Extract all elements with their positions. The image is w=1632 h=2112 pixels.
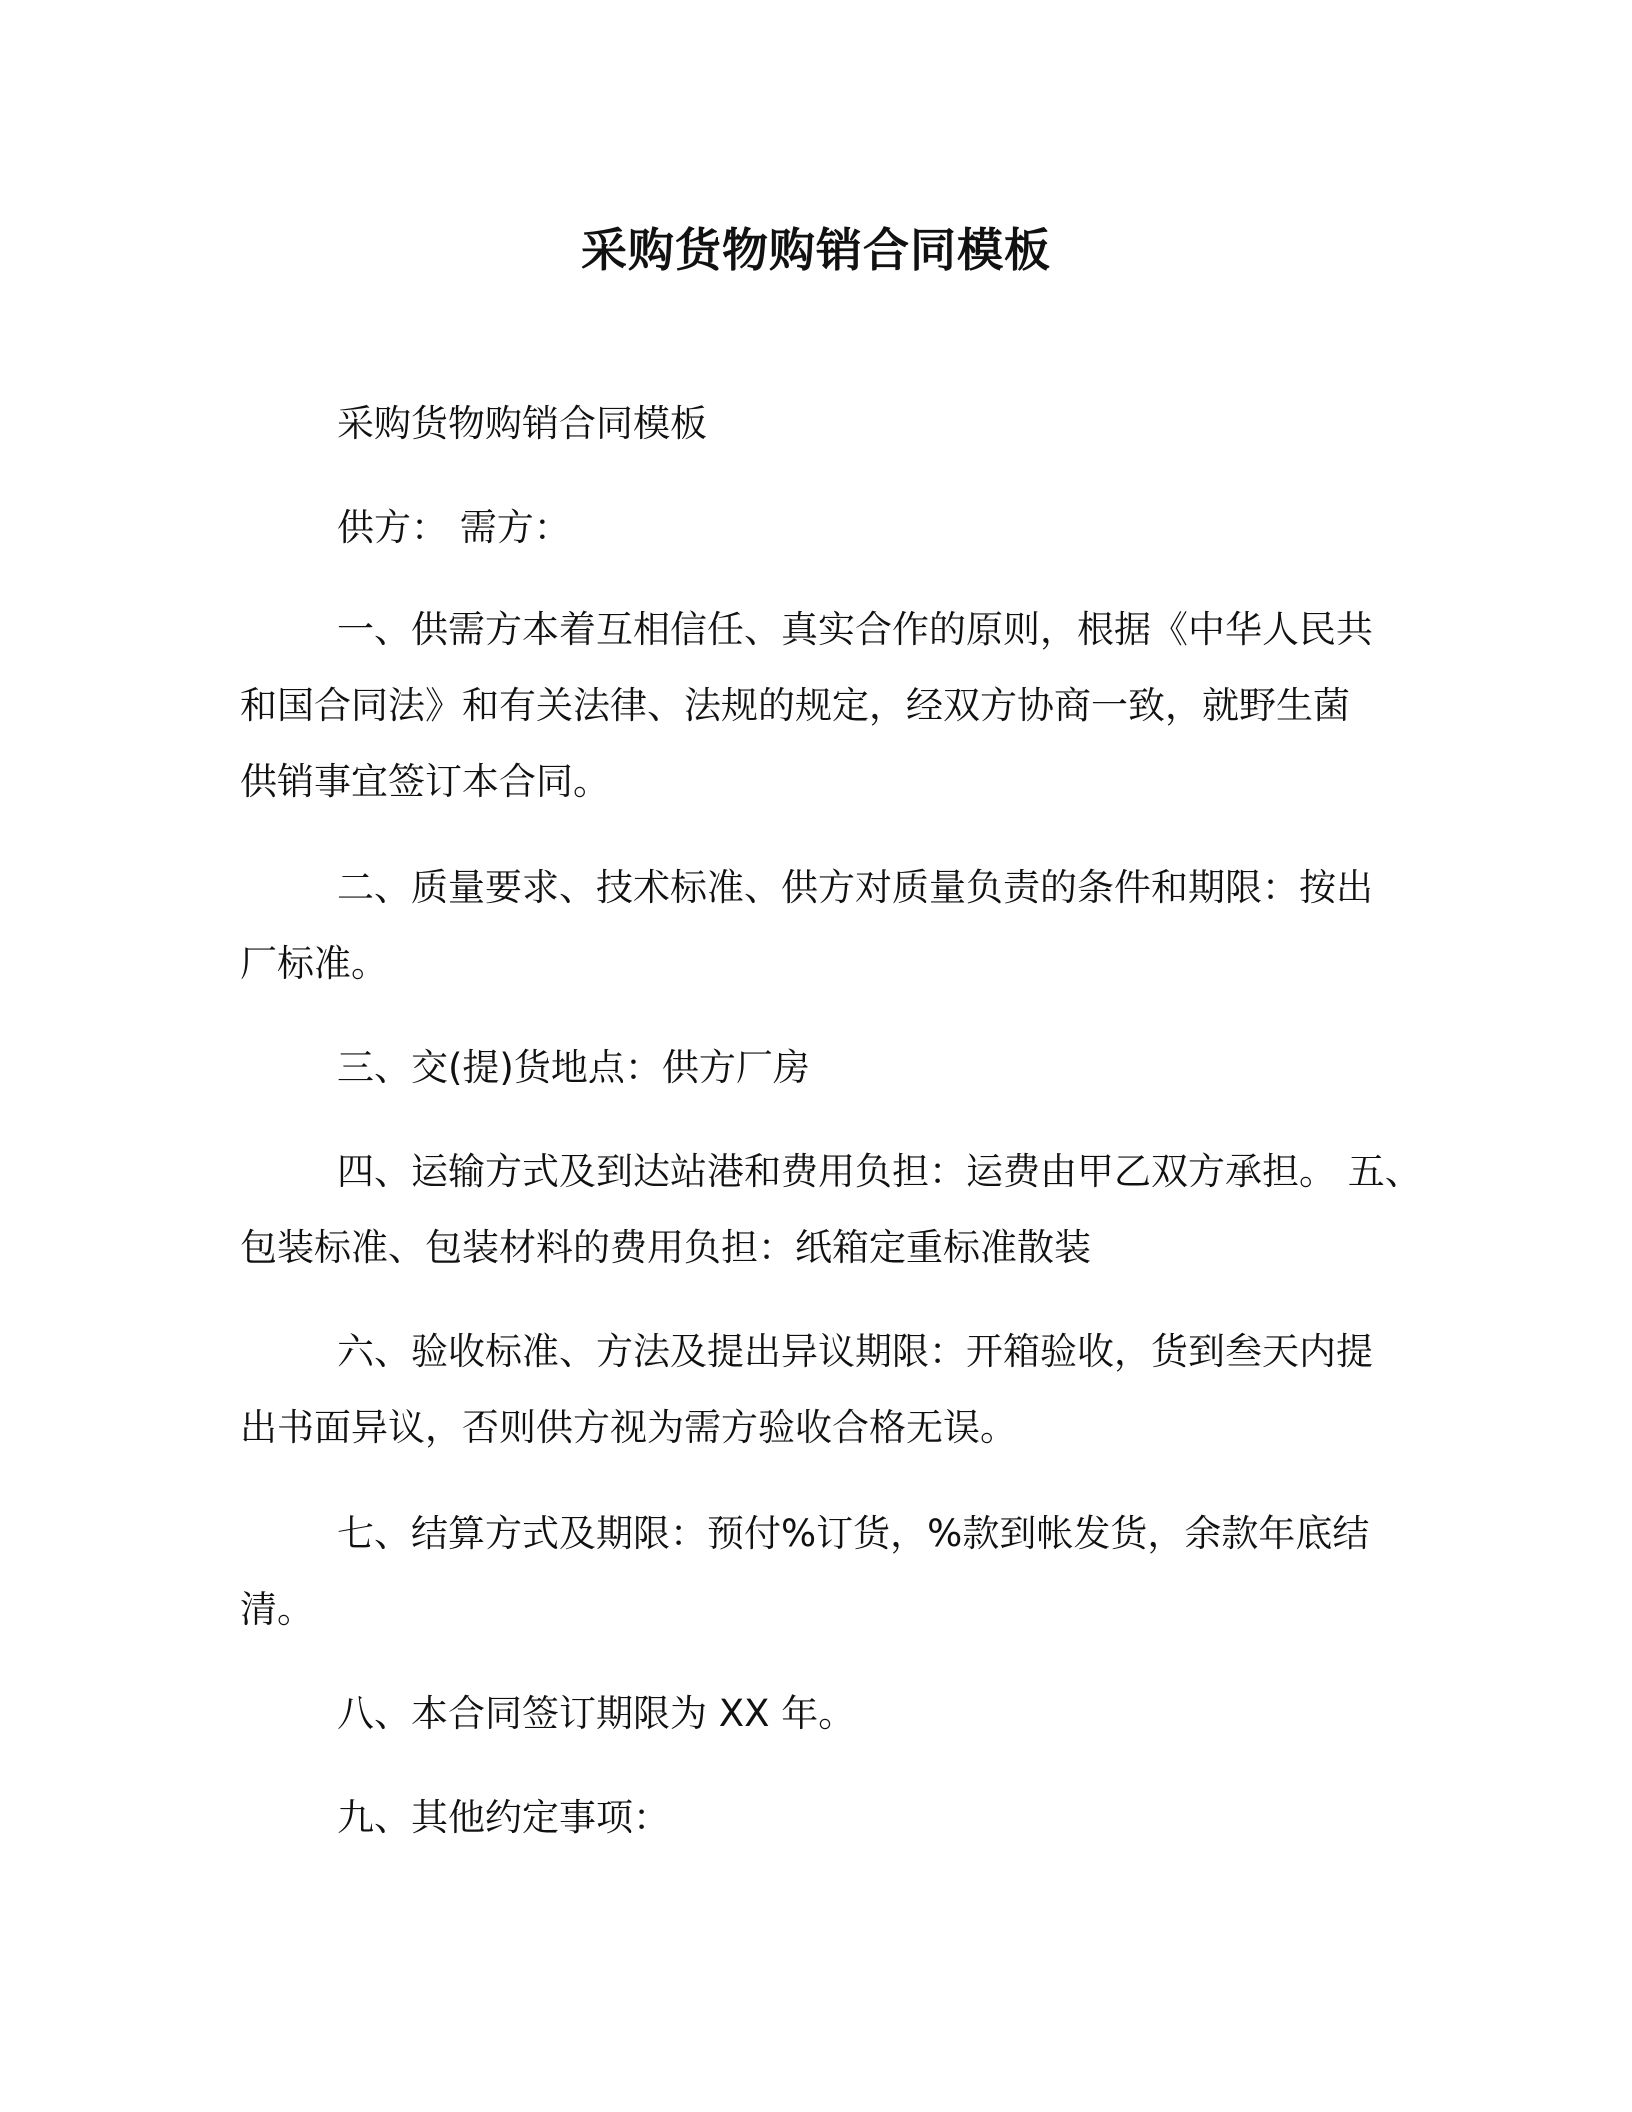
clause-6 bbox=[240, 1314, 1410, 1466]
clause-4 bbox=[240, 1134, 1422, 1286]
clause-4-line-2: 包装标准、包装材料的费用负担：纸箱定重标准散装 bbox=[240, 1226, 1091, 1269]
clause-2 bbox=[240, 850, 1410, 1002]
clause-8 bbox=[240, 1676, 1410, 1752]
clause-8-line-1: 八、本合同签订期限为 XX 年。 bbox=[337, 1692, 856, 1735]
clause-7-line-1: 七、结算方式及期限：预付%订货，%款到帐发货，余款年底结 bbox=[337, 1512, 1370, 1555]
clause-3-line-1: 三、交(提)货地点：供方厂房 bbox=[337, 1046, 810, 1089]
clause-9-line-1: 九、其他约定事项： bbox=[337, 1796, 670, 1839]
clause-6-line-1: 六、验收标准、方法及提出异议期限：开箱验收，货到叁天内提 bbox=[337, 1330, 1373, 1373]
clause-4-line-1: 四、运输方式及到达站港和费用负担：运费由甲乙双方承担。 五、 bbox=[337, 1150, 1422, 1193]
clause-1-line-1: 一、供需方本着互相信任、真实合作的原则，根据《中华人民共 bbox=[337, 608, 1373, 651]
document-subtitle bbox=[240, 386, 1410, 462]
parties-text: 供方： 需方： bbox=[337, 506, 571, 549]
clause-6-line-2: 出书面异议，否则供方视为需方验收合格无误。 bbox=[240, 1406, 1017, 1449]
clause-1-line-2: 和国合同法》和有关法律、法规的规定，经双方协商一致，就野生菌 bbox=[240, 684, 1350, 727]
clause-7 bbox=[240, 1496, 1410, 1648]
parties-line bbox=[240, 490, 1410, 566]
document-title: 采购货物购销合同模板 bbox=[581, 223, 1051, 277]
clause-3 bbox=[240, 1030, 1410, 1106]
clause-2-line-2: 厂标准。 bbox=[240, 942, 388, 985]
clause-7-line-2: 清。 bbox=[240, 1588, 314, 1631]
clause-1-line-3: 供销事宜签订本合同。 bbox=[240, 760, 610, 803]
subtitle-line: 采购货物购销合同模板 bbox=[337, 402, 707, 445]
clause-1 bbox=[240, 592, 1410, 820]
clause-2-line-1: 二、质量要求、技术标准、供方对质量负责的条件和期限：按出 bbox=[337, 866, 1373, 909]
clause-9 bbox=[240, 1780, 1410, 1856]
